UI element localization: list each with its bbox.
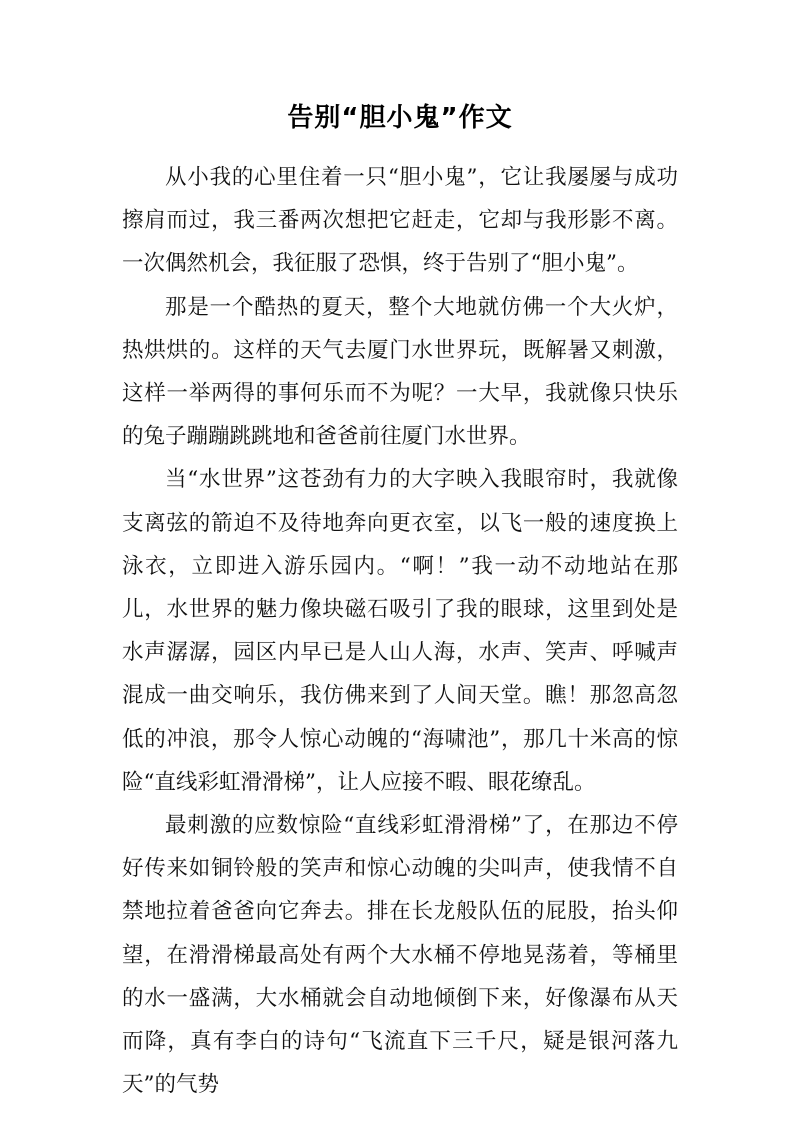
paragraph-1: 从小我的心里住着一只“胆小鬼”，它让我屡屡与成功擦肩而过，我三番两次想把它赶走，它却与我形影不离。一次偶然机会，我征服了恐惧，终于告别了“胆小鬼”。 bbox=[122, 165, 678, 277]
paragraph-4: 最刺激的应数惊险“直线彩虹滑滑梯”了，在那边不停好传来如铜铃般的笑声和惊心动魄的尖叫声，使我情不自禁地拉着爸爸向它奔去。排在长龙般队伍的屁股，抬头仰望，在滑滑梯最高处有两个大水桶不停地晃荡着，等桶里的水一盛满，大水桶就会自动地倾倒下来，好像瀑布从天而降，真有李白的诗句“飞流直下三千尺，疑是银河落九天”的气势 bbox=[122, 813, 678, 1098]
document-body bbox=[122, 156, 678, 1106]
paragraph-2: 那是一个酷热的夏天，整个大地就仿佛一个大火炉，热烘烘的。这样的天气去厦门水世界玩，既解暑又刺激，这样一举两得的事何乐而不为呢？一大早，我就像只快乐的兔子蹦蹦跳跳地和爸爸前往厦门水世界。 bbox=[122, 294, 678, 450]
paragraph-3: 当“水世界”这苍劲有力的大字映入我眼帘时，我就像支离弦的箭迫不及待地奔向更衣室，以飞一般的速度换上泳衣，立即进入游乐园内。“啊！”我一动不动地站在那儿，水世界的魅力像块磁石吸引了我的眼球，这里到处是水声潺潺，园区内早已是人山人海，水声、笑声、呼喊声混成一曲交响乐，我仿佛来到了人间天堂。瞧！那忽高忽低的冲浪，那令人惊心动魄的“海啸池”，那几十米高的惊险“直线彩虹滑滑梯”，让人应接不暇、眼花缭乱。 bbox=[122, 467, 678, 795]
document-title: 告别“胆小鬼”作文 bbox=[287, 103, 513, 133]
